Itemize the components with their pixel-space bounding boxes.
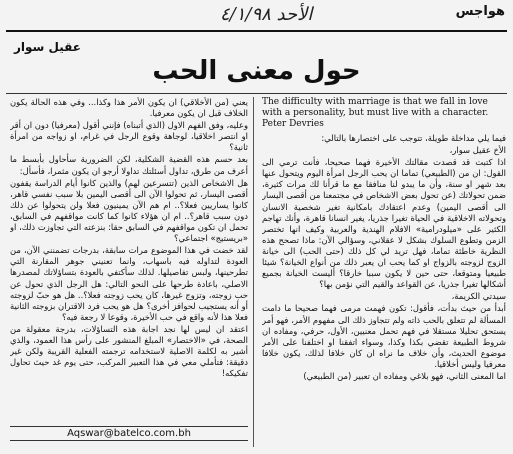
paragraph: اما المعنى الثاني، فهو بلاغي ومفاده ان تعبير (من الطبيعي) [303,370,506,381]
paragraph: هل الاشخاص الذين (تتسرعين لهم) والذين كانوا أيام الدراسة يقفون أقصى اليسار، ثم تحولوا الآن الى أقصى اليمين بلا سبب نفسي قاهر، كانوا يساريين فعلا؟.. ام هم الآن يمينيون فعلا ولن يتحولوا عن ذلك دون سبب قاهر؟.. ام ان هؤلاء كانوا كما كانت مواقفهم في السابق، تحمل ان تكون مواقفهم في السابق حقا: بنزعته التي تجاوزت ذلك، او «بريستيج» اجتماعي؟ [10,177,248,244]
left-column [10,97,248,442]
paragraph: اعتقد ان ليس لها نجد اجابة هذه التساؤلات، بدرجة معقولة من الصحة، في «الاختصار» المبلغ المنشور على رأس هذا العمود، والذي أشير به لكلمة الاصلية لاستخدامه ترجمته الفعلية القريبة ولكن غير دقيقة: فتأملي معي في هذا التعبير المركب، حتى يوم غد حيث تحاول تفكيكه! [10,323,248,379]
epigraph-quote [262,97,506,130]
paragraph: اذا كتبت قد قصدت مقالتك الأخيرة فهما صحيحا، فأنت ترمي الى القول: ان من (الطبيعي) تماما ان يحب الرجل امرأة اليوم ويتحول عنها بعد شهر او سنة، وأن ما يبدو لنا منافقا مع ما قرأنا لك مرات كثيرة، ضمن تحولاتك (عن تحول بعض الاشخاص في مجتمعنا من أقصى اليسار الى أقصى اليمين) وعدم اعتقادك بامكانية تغير شخصية الانسان وتحولاته الاخلاقية في الحياة تغيرا جذريا، يغير انسانا قاهرة، وأنك تهاجم الكثير على «ميلودرامية» الافلام الهندية والعربية وكيف انها تختصر الزمن وتطوع السلوك بشكل لا عقلاني، وسؤالي الآن: ماذا تصحح هذه النظرية خاطئة تماما، فهل تريد لي كل ذلك (حتى الحب) الى خيانة الزوج لزوجته بالزواج او كما يحب ان يعبر ذلك من أنواع الخيانة؟ شيئا طبيعيا ومتوقعا، حتى حين لا يكون سببا خارقا؟ أليست الخيانة بجميع أشكالها تغيرا جذريا، عن القواعد والقيم التي نؤمن بها؟ [262,157,506,290]
column-name: هواجس [455,4,505,19]
epigraph-author: Peter Devries [262,119,324,129]
author-name: عقيل سوار [14,40,81,54]
right-column [262,97,506,442]
paragraph: وعليه، وفق الفهم الاول (الذي أتبناه) فإنني أقول (معرفيا) دون ان أقر او انتصر اخلاقيا، لوجاهة وقوع الرجل في غرام، او زواجه من امرأة ثانية؟ [10,120,248,153]
author-email: Aqswar@batelco.com.bh [10,426,248,441]
paragraph: الأخ عقيل سوار، [449,145,506,156]
column-separator [253,97,254,447]
left-column-body [10,97,248,379]
paragraph: سيدتي الكريمة، [451,291,506,302]
right-column-body [262,133,506,382]
headline: حول معنى الحب [152,56,361,86]
header-rule [6,30,507,32]
epigraph-text: The difficulty with marriage is that we fall in love with a personality, but must live with a character. [262,97,489,118]
handwritten-date: الأحد ٤/١/٩٨ [220,4,313,25]
paragraph: يعني (من الأخلاقي) ان يكون الأمر هذا وكذا... وفي هذه الحالة يكون الخلاف قبل ان يكون معرفيا. [10,97,248,119]
headline-divider [6,93,507,94]
paragraph: أبدأ من حيث بدأت، فأقول: تكون فهمت مرمى فهما صحيحا ما دامت المسألة لم تتعلق بالحب ذاته ولم تتجاوز ذلك الى مفهوم الأمر، فهو أمر يستحق تحليلا مستقلا في فهم تحمل معنيين، الأول، حرفي، ومفاده ان شروط الطبيعة تقضي بكذا وكذا، وسواء اتفقنا او اختلفنا على الأمر موضوع الحديث، وأن خلاف ما نراه ان كان خلافا لذلك، يكون خلافا معرفيا وليس أخلاقيا. [262,303,506,369]
paragraph: فيما يلي مداخلة طويلة، تتوجب على اختصارها بالتالي: [321,133,506,143]
paragraph: بعد حسم هذه القضية الشكلية، لكن الضرورية سأحاول بأبسط ما أعرف من طرق، تداول أسئلتك تداولا أرجو ان يكون مثمرا، فأسأل: [10,154,248,176]
paragraph: لقد خضت في هذا الموضوع مرات سابقة، بدرجات تضمنني الآن، من العودة لتداوله فيه باسهاب، وانما تعنيني جوهر المقارنة التي تطرحينها، ولبس تفاصيلها. لذلك سأكتفي بالعودة بتساؤلاتك لمصدرها الاصلي، باعادة طرحها على النحو التالي: هل الرجل الذي تحول عن حب زوجته، وتزوج غيرها، كان يحب زوجته فعلا؟.. هل هو حبّ لزوجته أو أنه يستجيب لحوافز أخرى؟ هل هو يحب فرد الاقتران بزوجته الثانية فعلا هذا لأنه واقع في حب الأخيرة، وقوعا لا رجعة فيه؟ [10,245,248,322]
